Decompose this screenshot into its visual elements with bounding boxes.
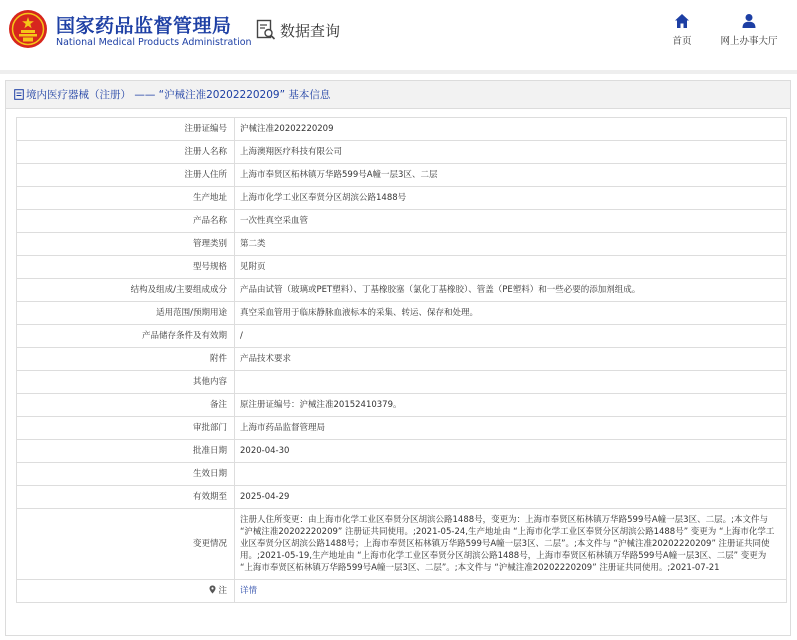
site-title-en[interactable]: National Medical Products Administration <box>56 37 252 48</box>
document-icon <box>14 89 24 100</box>
field-label: 结构及组成/主要组成成分 <box>17 279 235 302</box>
field-value: / <box>235 325 787 348</box>
field-label: 审批部门 <box>17 417 235 440</box>
panel-title: 境内医疗器械（注册） —— “沪械注准20202220209” 基本信息 <box>26 89 331 101</box>
national-emblem-icon <box>8 9 48 49</box>
location-pin-icon <box>209 585 216 594</box>
home-icon <box>674 13 690 29</box>
field-label: 有效期至 <box>17 486 235 509</box>
table-row <box>17 394 787 417</box>
field-label: 适用范围/预期用途 <box>17 302 235 325</box>
field-value: 一次性真空采血管 <box>235 210 787 233</box>
field-value: 真空采血管用于临床静脉血液标本的采集、转运、保存和处理。 <box>235 302 787 325</box>
field-label: 注册证编号 <box>17 118 235 141</box>
table-row <box>17 164 787 187</box>
table-row <box>17 580 787 603</box>
field-label: 产品名称 <box>17 210 235 233</box>
table-row <box>17 302 787 325</box>
field-label: 注册人住所 <box>17 164 235 187</box>
table-row <box>17 486 787 509</box>
search-document-icon <box>256 19 276 41</box>
panel-title-bar <box>6 81 790 109</box>
details-link[interactable]: 详情 <box>240 586 258 596</box>
registration-detail-table <box>16 117 787 603</box>
field-label: 管理类别 <box>17 233 235 256</box>
field-value: 见附页 <box>235 256 787 279</box>
data-query-label: 数据查询 <box>280 22 341 40</box>
field-value <box>235 371 787 394</box>
header-divider <box>0 70 797 74</box>
nav-home[interactable] <box>664 13 700 47</box>
nav-online-hall-label: 网上办事大厅 <box>720 36 778 47</box>
table-row <box>17 118 787 141</box>
field-value-cell <box>235 580 787 603</box>
table-row <box>17 348 787 371</box>
field-value: 原注册证编号：沪械注准20152410379。 <box>235 394 787 417</box>
field-value: 上海市化学工业区奉贤分区胡滨公路1488号 <box>235 187 787 210</box>
nav-home-label: 首页 <box>672 36 692 47</box>
table-row <box>17 256 787 279</box>
table-row <box>17 325 787 348</box>
field-label: 生产地址 <box>17 187 235 210</box>
nav-online-hall[interactable] <box>716 13 782 47</box>
field-value: 注册人住所变更：由上海市化学工业区奉贤分区胡滨公路1488号，变更为：上海市奉贤区柘林镇万华路599号A幢一层3区、二层。;本文件与 “沪械注准20202220209” 注册证共同使用。;2021-05-24,生产地址由 “上海市化学工业区奉贤分区胡滨公路1488号” 变更为 “上海市化学工业区奉贤分区胡滨公路1488号；上海市奉贤区柘林镇万华路599号A幢一层3区、二层”。;本文件与 “沪械注准20202220209” 注册证共同使用。;2021-05-19,生产地址由 “上海市化学工业区奉贤分区胡滨公路1488号，上海市奉贤区柘林镇万华路599号A幢一层3区、二层” 变更为 “上海市奉贤区柘林镇万华路599号A幢一层3区、二层”。;本文件与 “沪械注准20202220209” 注册证共同使用。;2021-07-21 <box>235 509 787 580</box>
table-row <box>17 440 787 463</box>
table-row <box>17 233 787 256</box>
field-label: 注册人名称 <box>17 141 235 164</box>
field-value: 上海市药品监督管理局 <box>235 417 787 440</box>
field-value: 产品由试管（玻璃或PET塑料）、丁基橡胶塞（氯化丁基橡胶）、管盖（PE塑料）和一些必要的添加剂组成。 <box>235 279 787 302</box>
field-value: 沪械注准20202220209 <box>235 118 787 141</box>
note-label-cell <box>17 580 235 603</box>
table-row <box>17 417 787 440</box>
detail-panel <box>5 80 791 636</box>
field-label: 注 <box>218 586 227 596</box>
field-value: 上海澳翔医疗科技有限公司 <box>235 141 787 164</box>
table-row <box>17 509 787 580</box>
table-row <box>17 279 787 302</box>
field-value: 2025-04-29 <box>235 486 787 509</box>
field-label: 附件 <box>17 348 235 371</box>
table-row <box>17 187 787 210</box>
field-value: 上海市奉贤区柘林镇万华路599号A幢一层3区、二层 <box>235 164 787 187</box>
field-value: 产品技术要求 <box>235 348 787 371</box>
table-row <box>17 210 787 233</box>
field-label: 生效日期 <box>17 463 235 486</box>
site-header <box>0 0 797 66</box>
field-value: 第二类 <box>235 233 787 256</box>
field-value: 2020-04-30 <box>235 440 787 463</box>
table-row <box>17 463 787 486</box>
field-label: 备注 <box>17 394 235 417</box>
field-label: 其他内容 <box>17 371 235 394</box>
field-value <box>235 463 787 486</box>
field-label: 产品储存条件及有效期 <box>17 325 235 348</box>
field-label: 型号规格 <box>17 256 235 279</box>
site-title-cn[interactable]: 国家药品监督管理局 <box>56 15 232 37</box>
table-row <box>17 141 787 164</box>
table-row <box>17 371 787 394</box>
field-label: 变更情况 <box>17 509 235 580</box>
field-label: 批准日期 <box>17 440 235 463</box>
user-icon <box>741 13 757 29</box>
